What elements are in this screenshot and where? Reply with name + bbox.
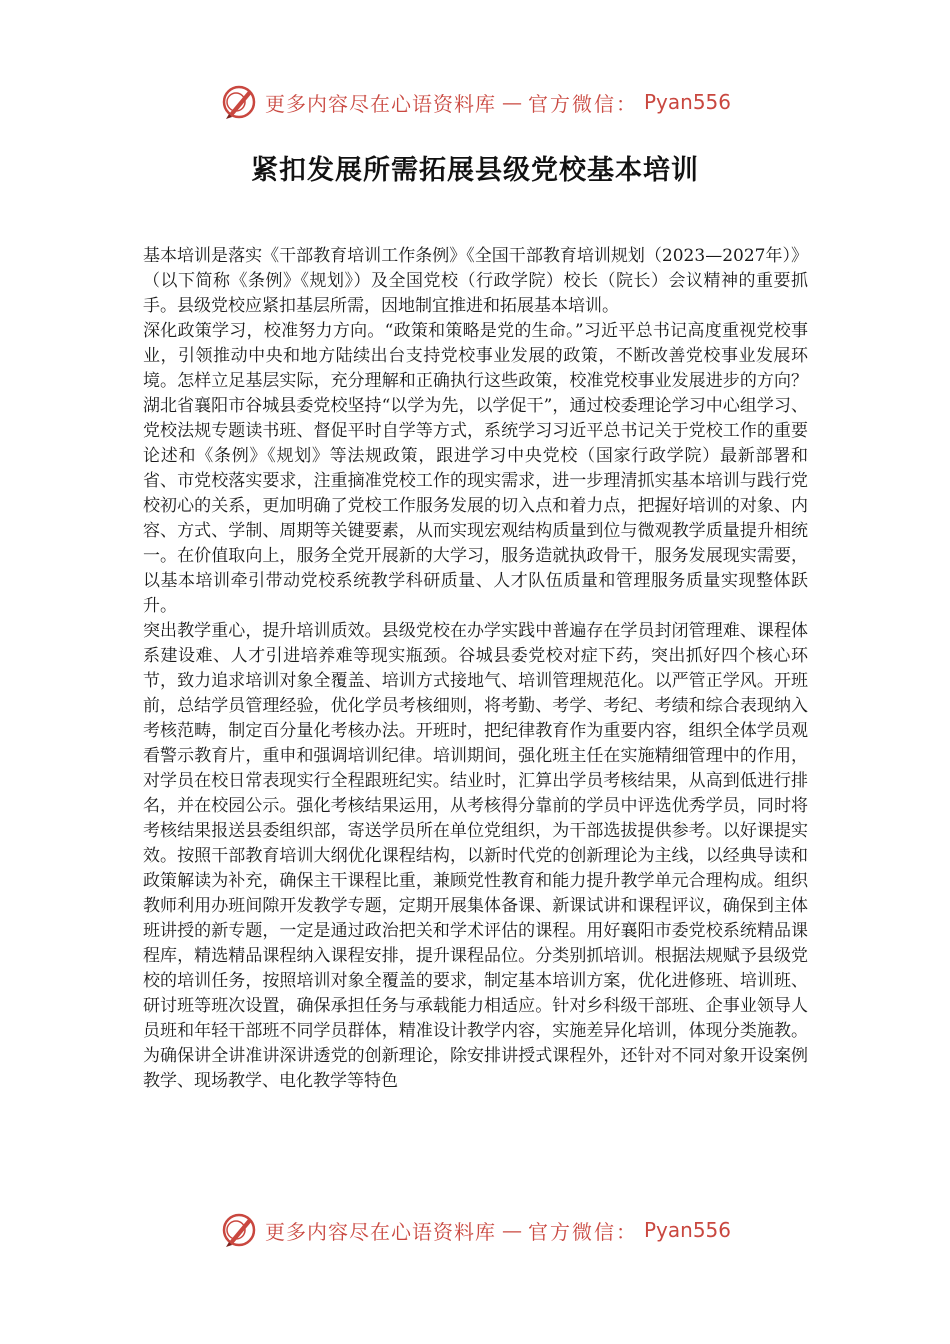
paragraph-1: 基本培训是落实《干部教育培训工作条例》《全国干部教育培训规划（2023—2027年）》（以下简称《条例》《规划》）及全国党校（行政学院）校长（院长）会议精神的重要抓手。县级党校应紧扣基层所需，因地制宜推进和拓展基本培训。	[143, 246, 808, 316]
pen-logo-icon	[219, 1210, 259, 1250]
paragraph-2: 深化政策学习，校准努力方向。“政策和策略是党的生命。”习近平总书记高度重视党校事业，引领推动中央和地方陆续出台支持党校事业发展的政策，不断改善党校事业发展环境。怎样立足基层实际，充分理解和正确执行这些政策，校准党校事业发展进步的方向？湖北省襄阳市谷城县委党校坚持“以学为先，以学促干”，通过校委理论学习中心组学习、党校法规专题读书班、督促平时自学等方式，系统学习习近平总书记关于党校工作的重要论述和《条例》《规划》等法规政策，跟进学习中央党校（国家行政学院）最新部署和省、市党校落实要求，注重摘准党校工作的现实需求，进一步理清抓实基本培训与践行党校初心的关系，更加明确了党校工作服务发展的切入点和着力点，把握好培训的对象、内容、方式、学制、周期等关键要素，从而实现宏观结构质量到位与微观教学质量提升相统一。在价值取向上，服务全党开展新的大学习，服务造就执政骨干，服务发展现实需要，以基本培训牵引带动党校系统教学科研质量、人才队伍质量和管理服务质量实现整体跃升。	[143, 321, 808, 616]
document-title: 紧扣发展所需拓展县级党校基本培训	[251, 155, 699, 186]
header-banner-text: 更多内容尽在心语资料库	[264, 91, 496, 116]
header-contact-label: 官方微信：	[527, 91, 638, 116]
header-contact-id: Pyan556	[643, 90, 731, 114]
footer-contact-id: Pyan556	[643, 1218, 731, 1242]
header-banner	[0, 80, 950, 124]
paragraph-3: 突出教学重心，提升培训质效。县级党校在办学实践中普遍存在学员封闭管理难、课程体系建设难、人才引进培养难等现实瓶颈。谷城县委党校对症下药，突出抓好四个核心环节，致力追求培训对象全覆盖、培训方式接地气、培训管理规范化。以严管正学风。开班前，总结学员管理经验，优化学员考核细则，将考勤、考学、考纪、考绩和综合表现纳入考核范畴，制定百分量化考核办法。开班时，把纪律教育作为重要内容，组织全体学员观看警示教育片，重申和强调培训纪律。培训期间，强化班主任在实施精细管理中的作用，对学员在校日常表现实行全程跟班纪实。结业时，汇算出学员考核结果，从高到低进行排名，并在校园公示。强化考核结果运用，从考核得分靠前的学员中评选优秀学员，同时将考核结果报送县委组织部，寄送学员所在单位党组织，为干部选拔提供参考。以好课提实效。按照干部教育培训大纲优化课程结构，以新时代党的创新理论为主线，以经典导读和政策解读为补充，确保主干课程比重，兼顾党性教育和能力提升教学单元合理构成。组织教师利用办班间隙开发教学专题，定期开展集体备课、新课试讲和课程评议，确保到主体班讲授的新专题，一定是通过政治把关和学术评估的课程。用好襄阳市委党校系统精品课程库，精选精品课程纳入课程安排，提升课程品位。分类别抓培训。根据法规赋予县级党校的培训任务，按照培训对象全覆盖的要求，制定基本培训方案，优化进修班、培训班、研讨班等班次设置，确保承担任务与承载能力相适应。针对乡科级干部班、企事业领导人员班和年轻干部班不同学员群体，精准设计教学内容，实施差异化培训，体现分类施教。为确保讲全讲准讲深讲透党的创新理论，除安排讲授式课程外，还针对不同对象开设案例教学、现场教学、电化教学等特色	[143, 621, 808, 1091]
footer-contact-label: 官方微信：	[527, 1219, 638, 1244]
footer-banner-text: 更多内容尽在心语资料库	[264, 1219, 496, 1244]
footer-banner-separator: —	[501, 1218, 522, 1242]
document-body	[143, 244, 808, 1094]
pen-logo-icon	[219, 82, 259, 122]
footer-banner	[0, 1208, 950, 1252]
header-banner-separator: —	[501, 90, 522, 114]
